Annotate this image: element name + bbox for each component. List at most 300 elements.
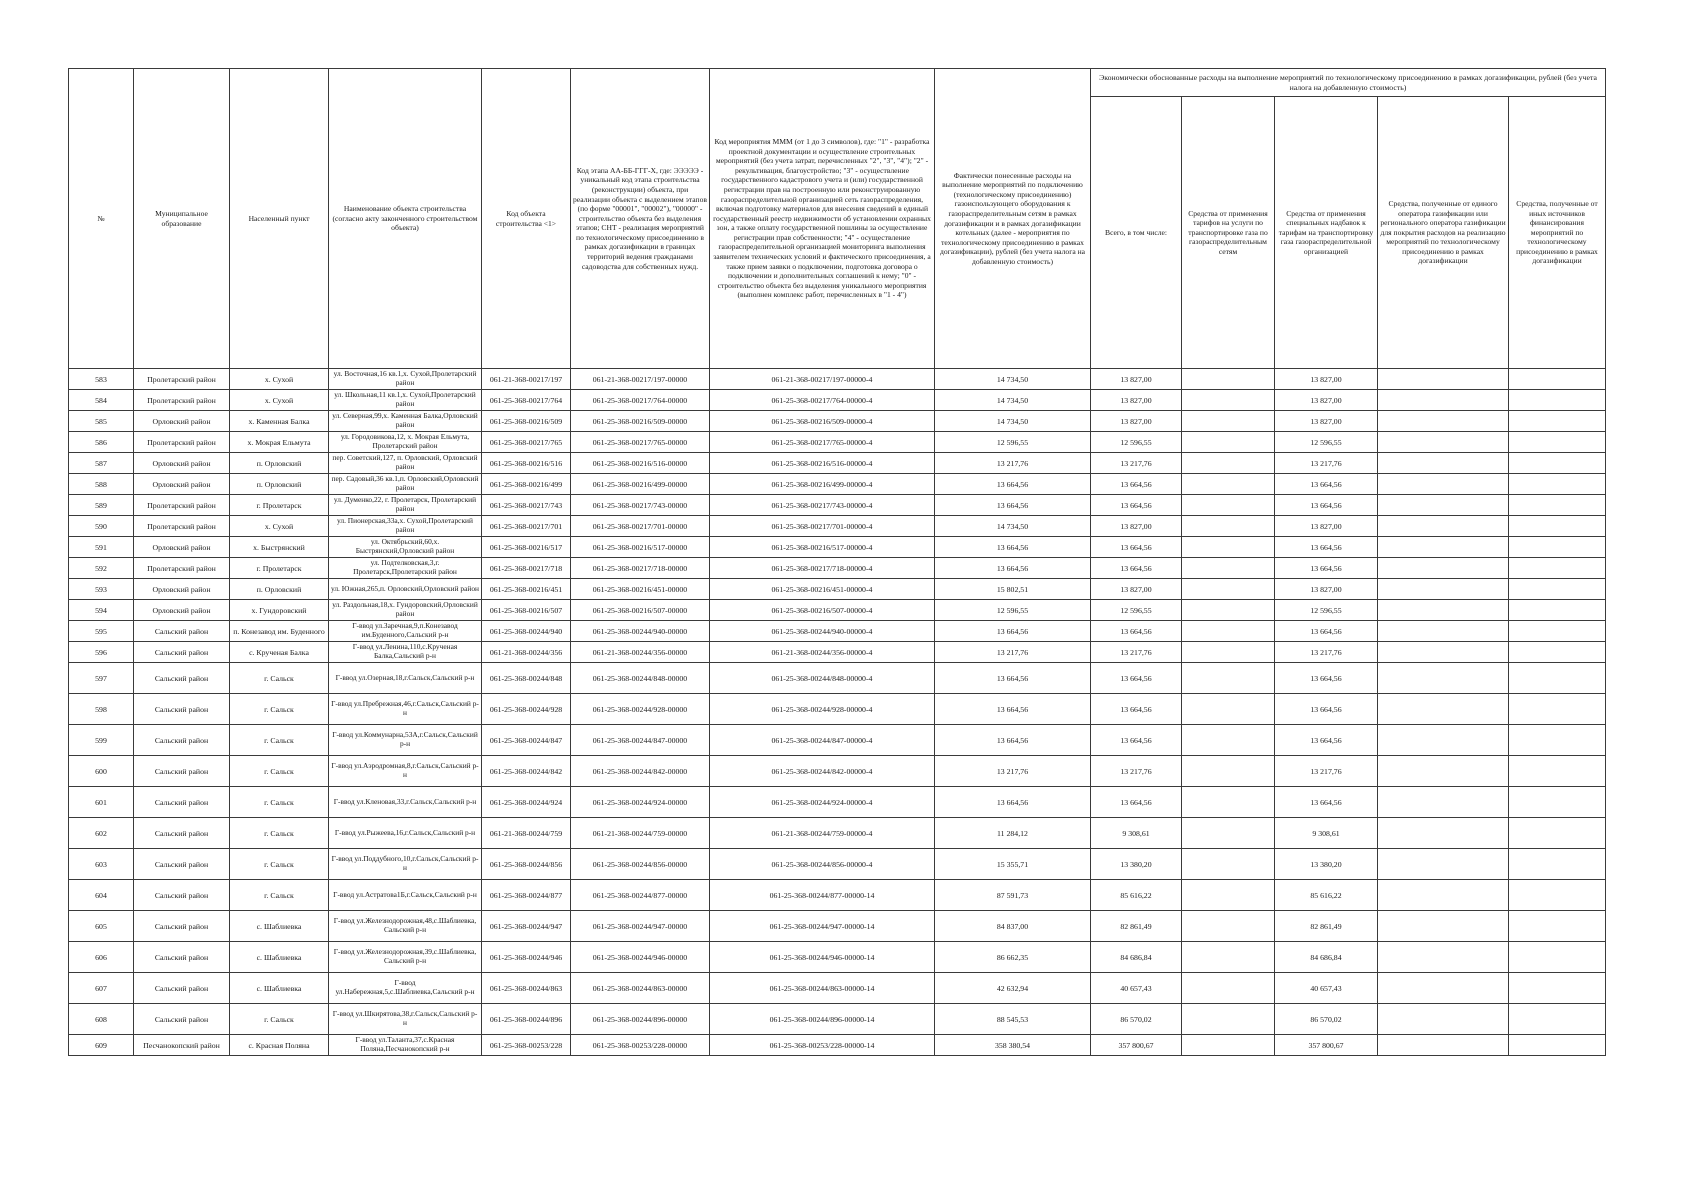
cell-object-code: 061-25-368-00216/516 [482, 453, 571, 474]
cell-event-code: 061-25-368-00216/517-00000-4 [710, 537, 935, 558]
cell-stage-code: 061-25-368-00216/451-00000 [571, 579, 710, 600]
header-no: № [69, 69, 134, 369]
cell-allowances: 13 664,56 [1275, 787, 1378, 818]
cell-stage-code: 061-25-368-00216/499-00000 [571, 474, 710, 495]
cell-number: 601 [69, 787, 134, 818]
cell-total: 84 686,84 [1091, 942, 1182, 973]
cell-object-name: ул. Северная,99,х. Каменная Балка,Орловский район [329, 411, 482, 432]
cell-object-code: 061-25-368-00253/228 [482, 1035, 571, 1056]
cell-settlement: с. Красная Поляна [230, 1035, 329, 1056]
cell-allowances: 12 596,55 [1275, 432, 1378, 453]
cell-total: 13 664,56 [1091, 621, 1182, 642]
cell-actual-costs: 14 734,50 [935, 369, 1091, 390]
cell-total: 13 827,00 [1091, 579, 1182, 600]
cell-operator-funds [1378, 453, 1509, 474]
cell-tariffs [1182, 495, 1275, 516]
cell-object-name: Г-ввод ул.Заречная,9,п.Конезавод им.Буденного,Сальский р-н [329, 621, 482, 642]
costs-table [68, 68, 1606, 1056]
cell-total: 357 800,67 [1091, 1035, 1182, 1056]
table-row [69, 558, 1606, 579]
cell-object-code: 061-25-368-00217/764 [482, 390, 571, 411]
cell-total: 13 664,56 [1091, 558, 1182, 579]
cell-object-code: 061-25-368-00244/847 [482, 725, 571, 756]
cell-other-funds [1509, 725, 1606, 756]
cell-actual-costs: 13 664,56 [935, 537, 1091, 558]
cell-actual-costs: 14 734,50 [935, 390, 1091, 411]
cell-object-code: 061-25-368-00217/701 [482, 516, 571, 537]
cell-event-code: 061-25-368-00216/507-00000-4 [710, 600, 935, 621]
cell-event-code: 061-25-368-00244/877-00000-14 [710, 880, 935, 911]
cell-stage-code: 061-25-368-00244/848-00000 [571, 663, 710, 694]
cell-object-name: Г-ввод ул.Коммунарна,53А,г.Сальск,Сальский р-н [329, 725, 482, 756]
cell-allowances: 13 827,00 [1275, 579, 1378, 600]
cell-actual-costs: 11 284,12 [935, 818, 1091, 849]
cell-settlement: х. Сухой [230, 390, 329, 411]
cell-other-funds [1509, 558, 1606, 579]
cell-object-code: 061-25-368-00244/877 [482, 880, 571, 911]
cell-actual-costs: 13 664,56 [935, 787, 1091, 818]
cell-tariffs [1182, 880, 1275, 911]
cell-event-code: 061-25-368-00217/743-00000-4 [710, 495, 935, 516]
cell-municipality: Пролетарский район [134, 558, 230, 579]
header-operator-funds: Средства, полученные от единого оператора газификации или регионального оператора газификации для покрытия расходов на реализацию мероприятий по технологическому присоединению в рамках догазификации [1378, 97, 1509, 369]
table-row [69, 453, 1606, 474]
cell-other-funds [1509, 1004, 1606, 1035]
cell-number: 594 [69, 600, 134, 621]
cell-event-code: 061-25-368-00216/499-00000-4 [710, 474, 935, 495]
cell-operator-funds [1378, 390, 1509, 411]
cell-number: 586 [69, 432, 134, 453]
table-row [69, 973, 1606, 1004]
cell-actual-costs: 14 734,50 [935, 516, 1091, 537]
cell-object-name: Г-ввод ул.Железнодорожная,48,с.Шаблиевка, Сальский р-н [329, 911, 482, 942]
cell-object-name: Г-ввод ул.Астратова1Б,г.Сальск,Сальский р-н [329, 880, 482, 911]
table-row [69, 849, 1606, 880]
cell-event-code: 061-21-368-00217/197-00000-4 [710, 369, 935, 390]
cell-other-funds [1509, 390, 1606, 411]
cell-event-code: 061-25-368-00217/701-00000-4 [710, 516, 935, 537]
cell-number: 600 [69, 756, 134, 787]
cell-municipality: Пролетарский район [134, 516, 230, 537]
cell-settlement: х. Мокрая Ельмута [230, 432, 329, 453]
cell-number: 591 [69, 537, 134, 558]
cell-total: 85 616,22 [1091, 880, 1182, 911]
cell-tariffs [1182, 600, 1275, 621]
cell-allowances: 13 217,76 [1275, 453, 1378, 474]
cell-allowances: 13 664,56 [1275, 495, 1378, 516]
cell-allowances: 9 308,61 [1275, 818, 1378, 849]
cell-allowances: 13 827,00 [1275, 411, 1378, 432]
cell-other-funds [1509, 411, 1606, 432]
table-row [69, 942, 1606, 973]
cell-municipality: Сальский район [134, 880, 230, 911]
cell-stage-code: 061-25-368-00244/946-00000 [571, 942, 710, 973]
cell-stage-code: 061-25-368-00216/509-00000 [571, 411, 710, 432]
cell-total: 13 380,20 [1091, 849, 1182, 880]
cell-stage-code: 061-25-368-00216/517-00000 [571, 537, 710, 558]
cell-tariffs [1182, 725, 1275, 756]
cell-settlement: х. Гундоровский [230, 600, 329, 621]
cell-event-code: 061-21-368-00244/759-00000-4 [710, 818, 935, 849]
cell-stage-code: 061-21-368-00217/197-00000 [571, 369, 710, 390]
cell-municipality: Пролетарский район [134, 369, 230, 390]
cell-municipality: Сальский район [134, 725, 230, 756]
cell-tariffs [1182, 756, 1275, 787]
cell-number: 605 [69, 911, 134, 942]
cell-total: 40 657,43 [1091, 973, 1182, 1004]
cell-tariffs [1182, 621, 1275, 642]
cell-other-funds [1509, 694, 1606, 725]
cell-object-code: 061-25-368-00244/946 [482, 942, 571, 973]
cell-object-name: ул. Думенко,22, г. Пролетарск, Пролетарский район [329, 495, 482, 516]
cell-stage-code: 061-25-368-00244/842-00000 [571, 756, 710, 787]
cell-object-code: 061-25-368-00216/517 [482, 537, 571, 558]
cell-tariffs [1182, 579, 1275, 600]
cell-municipality: Орловский район [134, 474, 230, 495]
cell-other-funds [1509, 942, 1606, 973]
cell-object-code: 061-25-368-00244/896 [482, 1004, 571, 1035]
cell-event-code: 061-25-368-00244/863-00000-14 [710, 973, 935, 1004]
cell-event-code: 061-25-368-00253/228-00000-14 [710, 1035, 935, 1056]
cell-settlement: х. Быстрянский [230, 537, 329, 558]
cell-municipality: Сальский район [134, 621, 230, 642]
cell-allowances: 13 380,20 [1275, 849, 1378, 880]
cell-object-name: Г-ввод ул.Кленовая,33,г.Сальск,Сальский р-н [329, 787, 482, 818]
cell-event-code: 061-25-368-00217/765-00000-4 [710, 432, 935, 453]
cell-operator-funds [1378, 495, 1509, 516]
cell-allowances: 13 827,00 [1275, 369, 1378, 390]
cell-total: 9 308,61 [1091, 818, 1182, 849]
cell-operator-funds [1378, 621, 1509, 642]
cell-tariffs [1182, 1004, 1275, 1035]
cell-stage-code: 061-25-368-00253/228-00000 [571, 1035, 710, 1056]
cell-operator-funds [1378, 1004, 1509, 1035]
cell-number: 604 [69, 880, 134, 911]
cell-operator-funds [1378, 849, 1509, 880]
cell-allowances: 13 664,56 [1275, 474, 1378, 495]
cell-operator-funds [1378, 880, 1509, 911]
cell-municipality: Сальский район [134, 942, 230, 973]
table-row [69, 369, 1606, 390]
cell-municipality: Сальский район [134, 973, 230, 1004]
cell-municipality: Орловский район [134, 579, 230, 600]
cell-object-name: ул. Пионерская,33а,х. Сухой,Пролетарский район [329, 516, 482, 537]
cell-settlement: г. Сальск [230, 818, 329, 849]
cell-event-code: 061-25-368-00244/947-00000-14 [710, 911, 935, 942]
cell-other-funds [1509, 911, 1606, 942]
cell-actual-costs: 13 664,56 [935, 495, 1091, 516]
cell-object-code: 061-21-368-00217/197 [482, 369, 571, 390]
cell-stage-code: 061-25-368-00244/896-00000 [571, 1004, 710, 1035]
cell-tariffs [1182, 558, 1275, 579]
cell-stage-code: 061-25-368-00244/924-00000 [571, 787, 710, 818]
cell-actual-costs: 13 664,56 [935, 621, 1091, 642]
cell-object-code: 061-25-368-00244/928 [482, 694, 571, 725]
cell-total: 13 827,00 [1091, 516, 1182, 537]
cell-tariffs [1182, 911, 1275, 942]
cell-event-code: 061-25-368-00244/946-00000-14 [710, 942, 935, 973]
cell-object-name: Г-ввод ул.Набережная,5,с.Шаблиевка,Сальский р-н [329, 973, 482, 1004]
header-economic-costs-group: Экономически обоснованные расходы на выполнение мероприятий по технологическому присоединению в рамках догазификации, рублей (без учета налога на добавленную стоимость) [1091, 69, 1606, 97]
cell-number: 607 [69, 973, 134, 1004]
cell-object-name: ул. Школьная,11 кв.1,х. Сухой,Пролетарский район [329, 390, 482, 411]
cell-total: 13 664,56 [1091, 495, 1182, 516]
cell-object-code: 061-21-368-00244/759 [482, 818, 571, 849]
header-settlement: Населенный пункт [230, 69, 329, 369]
cell-object-name: Г-ввод ул.Озерная,18,г.Сальск,Сальский р-н [329, 663, 482, 694]
cell-number: 590 [69, 516, 134, 537]
table-row [69, 642, 1606, 663]
table-row [69, 495, 1606, 516]
cell-actual-costs: 13 217,76 [935, 453, 1091, 474]
cell-stage-code: 061-25-368-00216/507-00000 [571, 600, 710, 621]
cell-object-code: 061-25-368-00244/947 [482, 911, 571, 942]
cell-object-name: пер. Советский,127, п. Орловский, Орловский район [329, 453, 482, 474]
cell-municipality: Пролетарский район [134, 390, 230, 411]
cell-actual-costs: 13 664,56 [935, 694, 1091, 725]
cell-municipality: Орловский район [134, 411, 230, 432]
cell-operator-funds [1378, 1035, 1509, 1056]
cell-settlement: п. Орловский [230, 453, 329, 474]
cell-settlement: г. Пролетарск [230, 495, 329, 516]
cell-municipality: Сальский район [134, 787, 230, 818]
cell-settlement: г. Сальск [230, 663, 329, 694]
cell-operator-funds [1378, 516, 1509, 537]
header-total: Всего, в том числе: [1091, 97, 1182, 369]
cell-event-code: 061-25-368-00216/451-00000-4 [710, 579, 935, 600]
cell-total: 82 861,49 [1091, 911, 1182, 942]
cell-number: 606 [69, 942, 134, 973]
cell-tariffs [1182, 642, 1275, 663]
cell-actual-costs: 13 217,76 [935, 756, 1091, 787]
cell-other-funds [1509, 880, 1606, 911]
cell-object-name: Г-ввод ул.Ленина,110,с.Крученая Балка,Сальский р-н [329, 642, 482, 663]
cell-object-name: Г-ввод ул.Таланта,37,с.Красная Поляна,Песчанокопский р-н [329, 1035, 482, 1056]
cell-object-code: 061-25-368-00244/940 [482, 621, 571, 642]
cell-allowances: 13 664,56 [1275, 621, 1378, 642]
cell-object-name: ул. Восточная,16 кв.1,х. Сухой,Пролетарский район [329, 369, 482, 390]
header-municipality: Муниципальное образование [134, 69, 230, 369]
cell-object-name: Г-ввод ул.Аэродромная,8,г.Сальск,Сальский р-н [329, 756, 482, 787]
table-row [69, 537, 1606, 558]
cell-settlement: г. Сальск [230, 1004, 329, 1035]
cell-total: 13 664,56 [1091, 725, 1182, 756]
cell-tariffs [1182, 516, 1275, 537]
cell-object-name: Г-ввод ул.Пребрежная,46,г.Сальск,Сальский р-н [329, 694, 482, 725]
cell-object-name: ул. Раздольная,18,х. Гундоровский,Орловский район [329, 600, 482, 621]
cell-number: 598 [69, 694, 134, 725]
cell-number: 585 [69, 411, 134, 432]
cell-stage-code: 061-21-368-00244/759-00000 [571, 818, 710, 849]
cell-stage-code: 061-25-368-00244/856-00000 [571, 849, 710, 880]
cell-municipality: Орловский район [134, 453, 230, 474]
cell-municipality: Сальский район [134, 663, 230, 694]
cell-number: 587 [69, 453, 134, 474]
cell-total: 13 217,76 [1091, 756, 1182, 787]
cell-object-code: 061-25-368-00216/507 [482, 600, 571, 621]
cell-settlement: г. Сальск [230, 849, 329, 880]
cell-settlement: с. Шаблиевка [230, 911, 329, 942]
cell-operator-funds [1378, 600, 1509, 621]
cell-number: 592 [69, 558, 134, 579]
header-other-funds: Средства, полученные от иных источников финансирования мероприятий по технологическому присоединению в рамках догазификации [1509, 97, 1606, 369]
table-row [69, 516, 1606, 537]
cell-settlement: п. Конезавод им. Буденного [230, 621, 329, 642]
cell-event-code: 061-25-368-00216/509-00000-4 [710, 411, 935, 432]
cell-operator-funds [1378, 537, 1509, 558]
cell-tariffs [1182, 369, 1275, 390]
cell-tariffs [1182, 942, 1275, 973]
cell-allowances: 40 657,43 [1275, 973, 1378, 1004]
cell-stage-code: 061-25-368-00217/718-00000 [571, 558, 710, 579]
cell-other-funds [1509, 432, 1606, 453]
table-row [69, 432, 1606, 453]
cell-operator-funds [1378, 787, 1509, 818]
cell-object-code: 061-21-368-00244/356 [482, 642, 571, 663]
header-object-name: Наименование объекта строительства (согласно акту законченного строительством объекта) [329, 69, 482, 369]
cell-object-code: 061-25-368-00244/856 [482, 849, 571, 880]
cell-tariffs [1182, 432, 1275, 453]
cell-allowances: 13 827,00 [1275, 516, 1378, 537]
cell-object-code: 061-25-368-00244/842 [482, 756, 571, 787]
cell-tariffs [1182, 453, 1275, 474]
cell-other-funds [1509, 973, 1606, 1004]
table-row [69, 1035, 1606, 1056]
header-tariffs: Средства от применения тарифов на услуги по транспортировке газа по газораспределительным сетям [1182, 97, 1275, 369]
cell-object-code: 061-25-368-00216/509 [482, 411, 571, 432]
cell-settlement: г. Сальск [230, 787, 329, 818]
cell-number: 602 [69, 818, 134, 849]
cell-allowances: 357 800,67 [1275, 1035, 1378, 1056]
cell-operator-funds [1378, 663, 1509, 694]
cell-allowances: 13 664,56 [1275, 694, 1378, 725]
cell-actual-costs: 42 632,94 [935, 973, 1091, 1004]
cell-number: 583 [69, 369, 134, 390]
table-row [69, 1004, 1606, 1035]
cell-total: 13 217,76 [1091, 453, 1182, 474]
cell-operator-funds [1378, 579, 1509, 600]
cell-allowances: 13 664,56 [1275, 663, 1378, 694]
cell-actual-costs: 13 664,56 [935, 663, 1091, 694]
cell-actual-costs: 86 662,35 [935, 942, 1091, 973]
cell-total: 12 596,55 [1091, 432, 1182, 453]
cell-settlement: с. Шаблиевка [230, 973, 329, 1004]
cell-allowances: 12 596,55 [1275, 600, 1378, 621]
cell-object-name: Г-ввод ул.Железнодорожная,39,с.Шаблиевка, Сальский р-н [329, 942, 482, 973]
cell-number: 608 [69, 1004, 134, 1035]
cell-event-code: 061-25-368-00244/924-00000-4 [710, 787, 935, 818]
cell-municipality: Орловский район [134, 600, 230, 621]
cell-actual-costs: 13 217,76 [935, 642, 1091, 663]
cell-municipality: Орловский район [134, 537, 230, 558]
cell-tariffs [1182, 537, 1275, 558]
cell-actual-costs: 15 355,71 [935, 849, 1091, 880]
cell-allowances: 13 217,76 [1275, 642, 1378, 663]
cell-allowances: 13 664,56 [1275, 537, 1378, 558]
cell-number: 609 [69, 1035, 134, 1056]
cell-actual-costs: 12 596,55 [935, 432, 1091, 453]
header-stage-code: Код этапа АА-ББ-ГГГ-Х, где: ЭЭЭЭЭ - уникальный код этапа строительства (реконструкции) объекта, при реализации объекта с выделением этапов (по форме "00001", "00002"), "00000" - строительство объекта без выделения этапов; СНТ - реализация мероприятий по технологическому присоединению в рамках догазификации в границах территорий ведения гражданами садоводства для собственных нужд. [571, 69, 710, 369]
cell-object-name: пер. Садовый,36 кв.1,п. Орловский,Орловский район [329, 474, 482, 495]
cell-operator-funds [1378, 911, 1509, 942]
cell-allowances: 13 664,56 [1275, 558, 1378, 579]
cell-settlement: п. Орловский [230, 474, 329, 495]
cell-other-funds [1509, 756, 1606, 787]
cell-allowances: 86 570,02 [1275, 1004, 1378, 1035]
cell-other-funds [1509, 600, 1606, 621]
cell-operator-funds [1378, 474, 1509, 495]
cell-operator-funds [1378, 558, 1509, 579]
cell-object-code: 061-25-368-00216/499 [482, 474, 571, 495]
cell-allowances: 84 686,84 [1275, 942, 1378, 973]
cell-number: 597 [69, 663, 134, 694]
cell-object-code: 061-25-368-00216/451 [482, 579, 571, 600]
cell-total: 13 664,56 [1091, 537, 1182, 558]
cell-stage-code: 061-25-368-00217/764-00000 [571, 390, 710, 411]
cell-settlement: х. Каменная Балка [230, 411, 329, 432]
cell-total: 12 596,55 [1091, 600, 1182, 621]
table-body [69, 369, 1606, 1056]
cell-allowances: 82 861,49 [1275, 911, 1378, 942]
cell-stage-code: 061-25-368-00244/947-00000 [571, 911, 710, 942]
cell-object-code: 061-25-368-00244/863 [482, 973, 571, 1004]
cell-operator-funds [1378, 694, 1509, 725]
cell-other-funds [1509, 474, 1606, 495]
cell-object-name: Г-ввод ул.Поддубного,10,г.Сальск,Сальский р-н [329, 849, 482, 880]
table-row [69, 579, 1606, 600]
cell-number: 589 [69, 495, 134, 516]
cell-tariffs [1182, 1035, 1275, 1056]
cell-settlement: г. Сальск [230, 694, 329, 725]
header-allowances: Средства от применения специальных надбавок к тарифам на транспортировку газа газораспределительной организацией [1275, 97, 1378, 369]
cell-object-name: Г-ввод ул.Шкирятова,38,г.Сальск,Сальский р-н [329, 1004, 482, 1035]
cell-event-code: 061-25-368-00244/848-00000-4 [710, 663, 935, 694]
cell-settlement: с. Шаблиевка [230, 942, 329, 973]
cell-other-funds [1509, 663, 1606, 694]
cell-other-funds [1509, 369, 1606, 390]
cell-other-funds [1509, 642, 1606, 663]
cell-total: 13 827,00 [1091, 390, 1182, 411]
cell-municipality: Сальский район [134, 1004, 230, 1035]
cell-stage-code: 061-25-368-00216/516-00000 [571, 453, 710, 474]
cell-number: 595 [69, 621, 134, 642]
cell-municipality: Пролетарский район [134, 432, 230, 453]
cell-municipality: Сальский район [134, 818, 230, 849]
cell-other-funds [1509, 1035, 1606, 1056]
cell-tariffs [1182, 787, 1275, 818]
cell-stage-code: 061-25-368-00244/940-00000 [571, 621, 710, 642]
cell-event-code: 061-25-368-00244/856-00000-4 [710, 849, 935, 880]
cell-object-code: 061-25-368-00244/848 [482, 663, 571, 694]
cell-stage-code: 061-25-368-00244/877-00000 [571, 880, 710, 911]
table-row [69, 880, 1606, 911]
cell-allowances: 13 664,56 [1275, 725, 1378, 756]
cell-actual-costs: 13 664,56 [935, 474, 1091, 495]
cell-other-funds [1509, 849, 1606, 880]
cell-stage-code: 061-25-368-00244/928-00000 [571, 694, 710, 725]
cell-event-code: 061-25-368-00244/842-00000-4 [710, 756, 935, 787]
cell-municipality: Сальский район [134, 756, 230, 787]
header-object-code: Код объекта строительства <1> [482, 69, 571, 369]
cell-number: 596 [69, 642, 134, 663]
cell-operator-funds [1378, 411, 1509, 432]
cell-tariffs [1182, 818, 1275, 849]
cell-settlement: п. Орловский [230, 579, 329, 600]
cell-operator-funds [1378, 942, 1509, 973]
cell-municipality: Сальский район [134, 642, 230, 663]
cell-total: 13 827,00 [1091, 411, 1182, 432]
cell-municipality: Песчанокопский район [134, 1035, 230, 1056]
